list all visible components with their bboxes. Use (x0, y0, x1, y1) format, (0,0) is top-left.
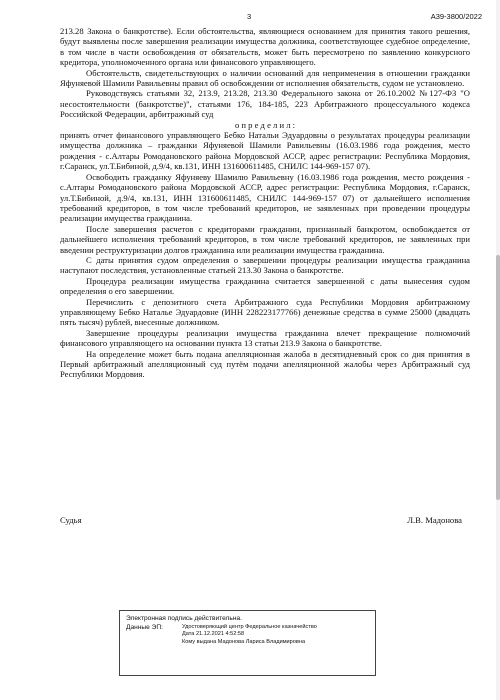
electronic-signature-stamp (119, 610, 376, 676)
vertical-scrollbar[interactable] (496, 0, 500, 700)
stamp-data-row (126, 624, 369, 647)
stamp-date: Дата 21.12.2021 4:52:58 (182, 631, 245, 638)
stamp-issuer: Удостоверяющий центр Федеральное казначейство (182, 623, 317, 630)
stamp-data-values (182, 624, 369, 647)
stamp-data-label: Данные ЭП: (126, 623, 163, 631)
paragraph: Перечислить с депозитного счета Арбитражного суда Республики Мордовия арбитражному управляющему Бебко Наталье Эдуардовне (ИНН 228223177766) денежные средства в сумме 25000 (двадцать пять тысяч) рублей, внесенные должником. (60, 296, 470, 328)
paragraph: После завершения расчетов с кредиторами гражданин, признанный банкротом, освобождается от дальнейшего исполнения требований кредиторов, в том числе требований кредиторов, не заявленных при введении реструктуризации долгов гражданина или реализации имущества гражданина. (60, 223, 470, 255)
judge-role: Судья (60, 515, 82, 525)
paragraph: Процедура реализации имущества гражданина считается завершенной с даты вынесения судом определения о его завершении. (60, 275, 470, 297)
paragraph: С даты принятия судом определения о завершении процедуры реализации имущества гражданина наступают последствия, установленные статьей 213.30 Закона о банкротстве. (60, 254, 470, 276)
scrollbar-thumb[interactable] (496, 255, 500, 500)
paragraph: Завершение процедуры реализации имущества гражданина влечет прекращение полномочий финансового управляющего на основании пункта 13 статьи 213.9 Закона о банкротстве. (60, 327, 470, 349)
stamp-owner: Кому выдана Мадонова Лариса Владимировна (182, 638, 306, 645)
paragraph: принять отчет финансового управляющего Бебко Натальи Эдуардовны о результатах процедуры реализации имущества должника – гражданки Яфуняевой Шамили Равильевны (16.03.1986 года рождения, место рождения - с.Алтары Ромодановского района Мордовской АССР, адрес регистрации: Республика Мордовия, г.Саранск, ул.Т.Бибиной, д.9/4, кв.131, ИНН 131600611485, СНИЛС 144-969-157 07). (60, 130, 470, 172)
stamp-title: Электронная подпись действительна. (126, 615, 242, 622)
document-body (60, 26, 470, 380)
signature-block (60, 515, 470, 525)
paragraph: На определение может быть подана апелляционная жалоба в десятидневный срок со дня принятия в Первый арбитражный апелляционный суд путём подачи апелляционной жалобы через Арбитражный суд Республики Мордовия. (60, 348, 470, 380)
case-number: А39-3800/2022 (430, 12, 482, 21)
paragraph: Руководствуясь статьями 32, 213.9, 213.28, 213.30 Федерального закона от 26.10.2002 №127-ФЗ "О несостоятельности (банкротстве)", статьями 176, 184-185, 223 Арбитражного процессуального кодекса Российской Федерации, арбитражный суд (60, 88, 470, 120)
paragraph: Обстоятельств, свидетельствующих о наличии оснований для неприменения в отношении гражданки Яфуняевой Шамили Равильевны правил об освобождении от исполнения обязательств, судом не установлено. (60, 67, 470, 89)
paragraph: Освободить гражданку Яфуняеву Шамилю Равильевну (16.03.1986 года рождения, место рождения - с.Алтары Ромодановского района Мордовской АССР, адрес регистрации: Республика Мордовия, г.Саранск, ул.Т.Бибиной, д.9/4, кв.131, ИНН 131600611485, СНИЛС 144-969-157 07) от дальнейшего исполнения требований кредиторов, в том числе требований кредиторов, не заявленных при проведении процедуры реализации имущества гражданина. (60, 171, 470, 224)
judge-name: Л.В. Мадонова (407, 515, 462, 525)
page-number: 3 (247, 12, 252, 21)
ruling-heading: о п р е д е л и л : (234, 119, 296, 130)
paragraph: 213.28 Закона о банкротстве). Если обстоятельства, являющиеся основанием для принятия такого решения, будут выявлены после завершения реализации имущества должника, соответствующее судебное определение, в том числе в части освобождения от обязательств, может быть пересмотрено по заявлению конкурсного кредитора, уполномоченного органа или финансового управляющего. (60, 26, 470, 68)
